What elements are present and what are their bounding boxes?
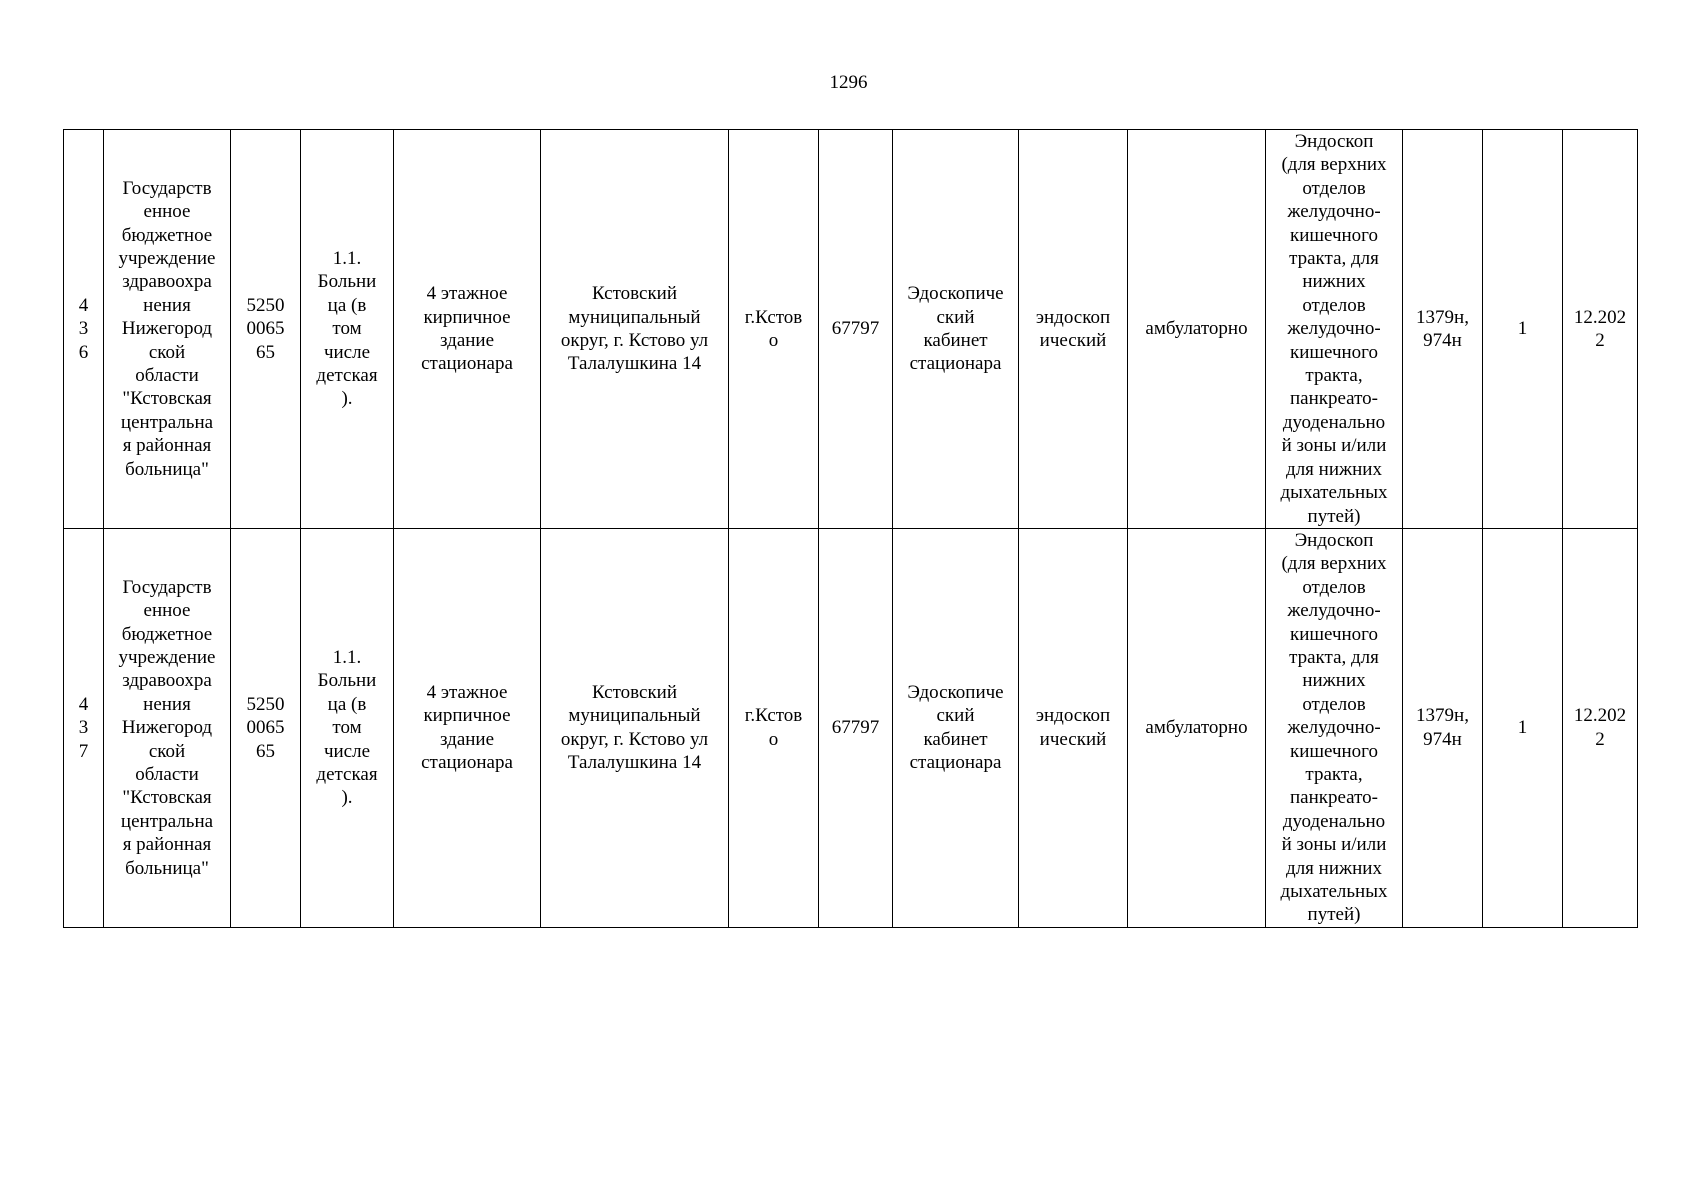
building-cell: 4 этажное кирпичное здание стационара: [394, 528, 541, 927]
cabinet-cell: Эдоскопиче ский кабинет стационара: [893, 130, 1019, 529]
address-cell: Кстовский муниципальный округ, г. Кстово ул Талалушкина 14: [541, 130, 729, 529]
orders-cell: 1379н, 974н: [1403, 130, 1483, 529]
organization-cell: Государств енное бюджетное учреждение здравоохра нения Нижегород ской области "Кстовская центральна я районная больница": [104, 528, 231, 927]
city-cell: г.Кстов о: [729, 528, 819, 927]
organization-cell: Государств енное бюджетное учреждение здравоохра нения Нижегород ской области "Кстовская центральна я районная больница": [104, 130, 231, 529]
code-cell: 67797: [819, 130, 893, 529]
inn-cell: 5250 0065 65: [231, 130, 301, 529]
facility-type-cell: 1.1. Больни ца (в том числе детская ).: [301, 528, 394, 927]
table-row: [64, 528, 1638, 927]
table-row: [64, 130, 1638, 529]
code-cell: 67797: [819, 528, 893, 927]
city-cell: г.Кстов о: [729, 130, 819, 529]
care-mode-cell: амбулаторно: [1128, 130, 1266, 529]
inn-cell: 5250 0065 65: [231, 528, 301, 927]
page-number: 1296: [829, 72, 868, 93]
quantity-cell: 1: [1483, 130, 1563, 529]
date-cell: 12.202 2: [1563, 130, 1638, 529]
facility-type-cell: 1.1. Больни ца (в том числе детская ).: [301, 130, 394, 529]
quantity-cell: 1: [1483, 528, 1563, 927]
row-number-cell: 4 3 6: [64, 130, 104, 529]
equipment-cell: Эндоскоп (для верхних отделов желудочно- кишечного тракта, для нижних отделов желудочно- кишечного тракта, панкреато- дуоденально й зоны и/или для нижних дыхательных путей): [1266, 528, 1403, 927]
profile-cell: эндоскоп ический: [1019, 528, 1128, 927]
address-cell: Кстовский муниципальный округ, г. Кстово ул Талалушкина 14: [541, 528, 729, 927]
cabinet-cell: Эдоскопиче ский кабинет стационара: [893, 528, 1019, 927]
equipment-cell: Эндоскоп (для верхних отделов желудочно- кишечного тракта, для нижних отделов желудочно- кишечного тракта, панкреато- дуоденально й зоны и/или для нижних дыхательных путей): [1266, 130, 1403, 529]
profile-cell: эндоскоп ический: [1019, 130, 1128, 529]
date-cell: 12.202 2: [1563, 528, 1638, 927]
building-cell: 4 этажное кирпичное здание стационара: [394, 130, 541, 529]
orders-cell: 1379н, 974н: [1403, 528, 1483, 927]
care-mode-cell: амбулаторно: [1128, 528, 1266, 927]
equipment-register-table: [63, 129, 1638, 928]
row-number-cell: 4 3 7: [64, 528, 104, 927]
